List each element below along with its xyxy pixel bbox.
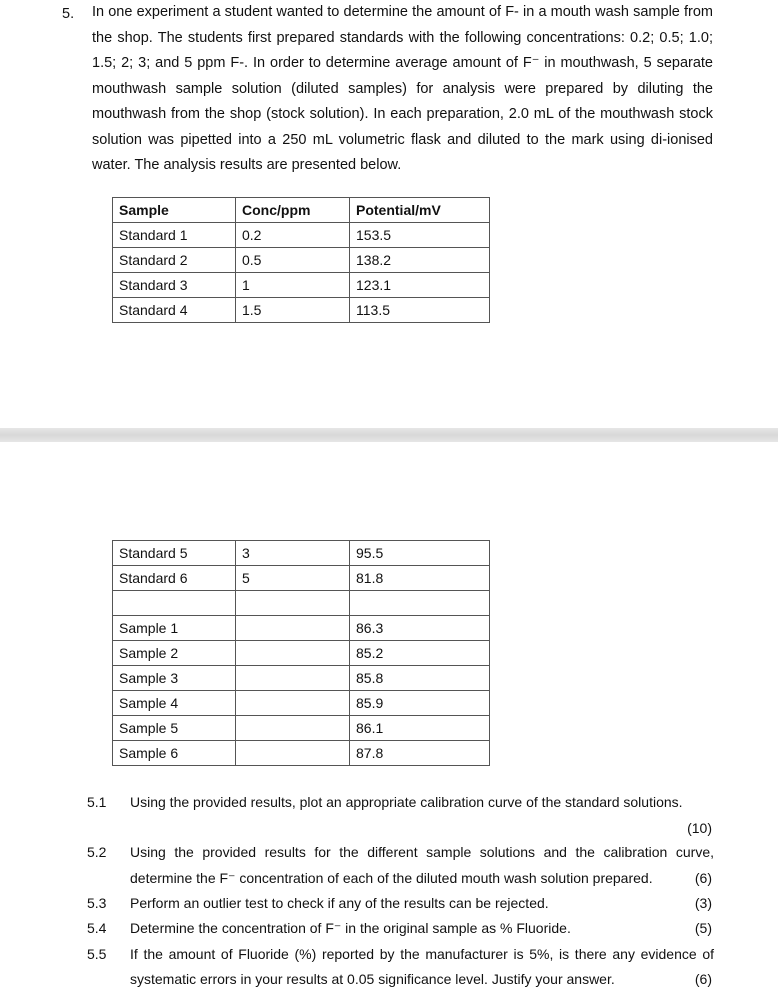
subquestion-marks: (5) — [694, 920, 712, 936]
cell-conc — [236, 591, 350, 616]
table-row — [113, 273, 490, 298]
table-row — [113, 666, 490, 691]
cell-potential: 153.5 — [350, 223, 490, 248]
header-conc: Conc/ppm — [236, 198, 350, 223]
cell-conc — [236, 716, 350, 741]
cell-conc: 5 — [236, 566, 350, 591]
subquestion-text: Determine the concentration of F⁻ in the original sample as % Fluoride. — [130, 920, 571, 936]
table-row — [113, 716, 490, 741]
subquestion-marks: (10) — [687, 820, 712, 836]
subquestion-number: 5.2 — [87, 844, 107, 860]
cell-potential: 81.8 — [350, 566, 490, 591]
intro-line: water. The analysis results are presented below. — [92, 157, 402, 173]
question-number: 5. — [62, 6, 75, 22]
subquestion-text: Using the provided results for the different sample solutions and the calibration curve, — [130, 844, 714, 860]
subquestion-number: 5.5 — [87, 946, 107, 962]
table-row — [113, 566, 490, 591]
subquestion-text: Using the provided results, plot an appropriate calibration curve of the standard solutions. — [130, 794, 683, 810]
cell-potential: 123.1 — [350, 273, 490, 298]
cell-sample — [113, 591, 236, 616]
table-row — [113, 541, 490, 566]
intro-line: In one experiment a student wanted to determine the amount of F- in a mouth wash sample from — [92, 4, 713, 20]
subquestion-marks: (6) — [694, 870, 712, 886]
subquestion-number: 5.4 — [87, 920, 107, 936]
table-row — [113, 641, 490, 666]
table-row-empty — [113, 591, 490, 616]
intro-line: solution was pipetted into a 250 mL volumetric flask and diluted to the mark using di-ionised — [92, 131, 713, 148]
cell-potential: 85.8 — [350, 666, 490, 691]
subquestion-text: systematic errors in your results at 0.05 significance level. Justify your answer. — [130, 971, 615, 987]
intro-line: the shop. The students first prepared standards with the following concentrations: 0.2; 0.5; 1.0; — [92, 29, 713, 46]
cell-potential: 85.9 — [350, 691, 490, 716]
cell-conc: 0.2 — [236, 223, 350, 248]
cell-potential: 138.2 — [350, 248, 490, 273]
subquestion-marks: (3) — [694, 895, 712, 911]
cell-sample: Sample 5 — [113, 716, 236, 741]
table-row — [113, 616, 490, 641]
subquestion-text: determine the F⁻ concentration of each of the diluted mouth wash solution prepared. — [130, 870, 653, 886]
cell-potential: 113.5 — [350, 298, 490, 323]
table-row — [113, 223, 490, 248]
intro-line: 1.5; 2; 3; and 5 ppm F-. In order to determine average amount of F⁻ in mouthwash, 5 separate — [92, 55, 713, 71]
cell-sample: Sample 3 — [113, 666, 236, 691]
cell-potential: 87.8 — [350, 741, 490, 766]
intro-line: mouthwash sample solution (diluted samples) for analysis were prepared by diluting the — [92, 80, 713, 97]
cell-sample: Standard 5 — [113, 541, 236, 566]
subquestion-number: 5.1 — [87, 794, 107, 810]
cell-conc: 0.5 — [236, 248, 350, 273]
header-sample: Sample — [113, 198, 236, 223]
cell-sample: Standard 3 — [113, 273, 236, 298]
cell-potential — [350, 591, 490, 616]
subquestion-number: 5.3 — [87, 895, 107, 911]
cell-sample: Sample 2 — [113, 641, 236, 666]
table-row — [113, 248, 490, 273]
cell-potential: 86.1 — [350, 716, 490, 741]
cell-conc — [236, 691, 350, 716]
cell-sample: Standard 4 — [113, 298, 236, 323]
cell-potential: 85.2 — [350, 641, 490, 666]
question-intro — [92, 0, 713, 179]
subquestion-text: Perform an outlier test to check if any of the results can be rejected. — [130, 895, 549, 911]
subquestion-text: If the amount of Fluoride (%) reported by the manufacturer is 5%, is there any evidence of — [130, 946, 714, 962]
results-table-part-2 — [112, 540, 490, 766]
cell-conc — [236, 641, 350, 666]
table-row — [113, 741, 490, 766]
table-row — [113, 691, 490, 716]
cell-conc — [236, 741, 350, 766]
cell-sample: Sample 6 — [113, 741, 236, 766]
page-break-divider — [0, 428, 778, 442]
cell-sample: Sample 4 — [113, 691, 236, 716]
cell-sample: Sample 1 — [113, 616, 236, 641]
subquestion-marks: (6) — [694, 971, 712, 987]
cell-sample: Standard 2 — [113, 248, 236, 273]
cell-conc: 1.5 — [236, 298, 350, 323]
cell-conc: 1 — [236, 273, 350, 298]
cell-conc: 3 — [236, 541, 350, 566]
cell-potential: 95.5 — [350, 541, 490, 566]
document-page-2 — [0, 442, 778, 993]
cell-potential: 86.3 — [350, 616, 490, 641]
cell-conc — [236, 666, 350, 691]
header-potential: Potential/mV — [350, 198, 490, 223]
table-row — [113, 298, 490, 323]
intro-line: mouthwash from the shop (stock solution). In each preparation, 2.0 mL of the mouthwash stock — [92, 106, 713, 122]
cell-sample: Standard 6 — [113, 566, 236, 591]
cell-conc — [236, 616, 350, 641]
results-table-part-1 — [112, 197, 490, 323]
cell-sample: Standard 1 — [113, 223, 236, 248]
document-page-1 — [0, 0, 778, 428]
table-header-row — [113, 198, 490, 223]
